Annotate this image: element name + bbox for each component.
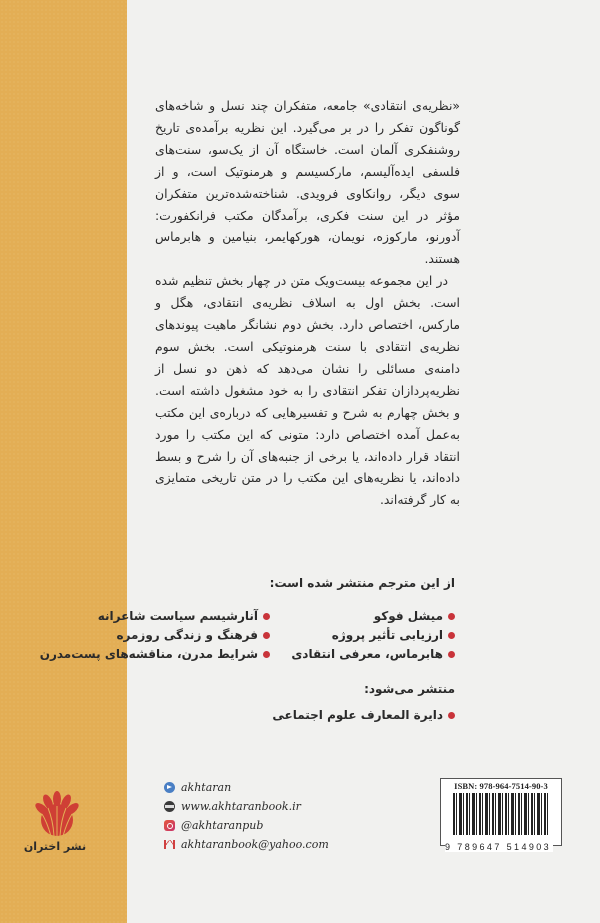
translator-work-item [291,626,455,645]
email-link[interactable]: akhtaranbook@yahoo.com [181,838,329,851]
publisher-logo-icon [33,790,81,838]
translator-work-item [291,607,455,626]
translator-works-heading: از این مترجم منتشر شده است: [269,576,455,590]
telegram-icon [164,782,175,793]
contact-instagram[interactable] [164,816,329,835]
instagram-icon [164,820,175,831]
contact-email[interactable] [164,835,329,854]
work-title: آنارشیسم سیاست شاعرانه [97,609,258,623]
translator-work-item [40,645,270,664]
work-title: میشل فوکو [373,609,443,623]
publisher-name: نشر اختران [23,840,87,853]
bullet-icon [448,613,455,620]
forthcoming-heading: منتشر می‌شود: [364,682,455,696]
translator-works-list-left [40,607,270,664]
description-paragraph-2: در این مجموعه بیست‌ویک متن در چهار بخش تنظیم شده است. بخش اول به اسلاف نظریه‌ی انتقادی، هگل و مارکس، اختصاص دارد. بخش دوم نشانگر ماهیت پیوندهای نظریه‌ی انتقادی با سنت هرمنوتیکی است. بخش سوم دامنه‌ی مسائلی را نشان می‌دهد که ذهن دو نسل از نظریه‌پردازان تفکر انتقادی را به خود مشغول داشته است. و بخش چهارم به شرح و تفسیرهایی که درباره‌ی این مکتب به‌عمل آمده اختصاص دارد: متونی که این مکتب را مورد انتقاد قرار داده‌اند، یا برخی از جنبه‌های آن را شرح و بسط داده‌اند، یا نظریه‌های این مکتب را در متن تاریخی متمایزی به کار گرفته‌اند. [155,273,460,508]
bullet-icon [448,651,455,658]
barcode-icon [453,793,549,835]
forthcoming-list [272,706,455,725]
contact-telegram[interactable] [164,778,329,797]
bullet-icon [263,613,270,620]
publisher-contacts [164,778,329,854]
bullet-icon [448,632,455,639]
website-link[interactable]: www.akhtaranbook.ir [181,800,301,813]
translator-work-item [40,607,270,626]
translator-works-list-right [291,607,455,664]
description-paragraph-1: «نظریه‌ی انتقادی» جامعه، متفکران چند نسل و شاخه‌های گوناگون تفکر را در بر می‌گیرد. این نظریه برآمده‌ی تاریخ روشنفکری آلمان است. خاستگاه آن از یک‌سو، سنت‌های فلسفی ایده‌آلیسم، مارکسیسم و هرمنوتیک است، و از سوی دیگر، روانکاوی فرویدی. شناخته‌شده‌ترین متفکران مؤثر در این سنت فکری، برآمدگان مکتب فرانکفورت: آدورنو، مارکوزه، نویمان، هورکهایمر، بنیامین و هابرماس هستند. [155,98,460,267]
isbn-barcode-box [440,778,562,852]
isbn-label: ISBN: 978-964-7514-90-3 [454,781,548,791]
work-title: دایرة المعارف علوم اجتماعی [272,708,443,722]
translator-work-item [291,645,455,664]
globe-icon [164,801,175,812]
telegram-handle[interactable]: akhtaran [181,781,232,794]
bullet-icon [448,712,455,719]
bullet-icon [263,632,270,639]
instagram-handle[interactable]: @akhtaranpub [181,819,264,832]
bullet-icon [263,651,270,658]
work-title: ارزیابی تأثیر پروژه [331,628,443,642]
work-title: شرایط مدرن، مناقشه‌های پست‌مدرن [39,647,258,661]
forthcoming-item [272,706,455,725]
book-spine-panel [0,0,127,923]
work-title: هابرماس، معرفی انتقادی [291,647,443,661]
book-description [155,95,460,511]
contact-website[interactable] [164,797,329,816]
translator-work-item [40,626,270,645]
barcode-digits: 9 789647 514903 [445,842,552,852]
mail-icon [164,840,175,849]
work-title: فرهنگ و زندگی روزمره [116,628,258,642]
